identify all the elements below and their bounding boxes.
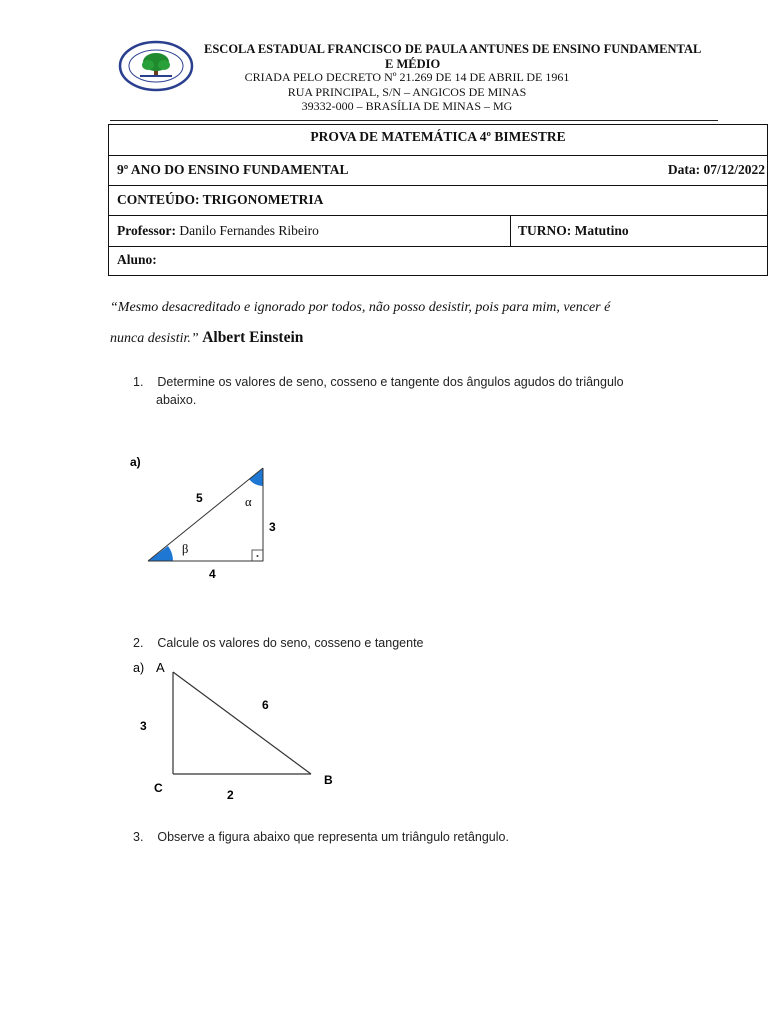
question-1-text-continued: abaixo.	[156, 393, 197, 407]
school-name-continued: E MÉDIO	[385, 57, 441, 71]
vertex-c-label: C	[154, 781, 163, 795]
quote-author: Albert Einstein	[202, 329, 304, 346]
shift-text: TURNO: Matutino	[518, 223, 629, 238]
exam-date: Data: 07/12/2022	[667, 162, 765, 177]
side-ac-label: 3	[140, 719, 147, 733]
quote-text-end: nunca desistir.”	[110, 331, 199, 346]
side-cb-label: 2	[227, 788, 234, 802]
city-line: 39332-000 – BRASÍLIA DE MINAS – MG	[301, 99, 513, 113]
teacher-name: Danilo Fernandes Ribeiro	[175, 223, 319, 238]
exam-title: PROVA DE MATEMÁTICA 4º BIMESTRE	[310, 129, 566, 144]
hypotenuse-label: 5	[196, 491, 203, 505]
figure-2-item-label: a)	[133, 661, 145, 675]
question-2-number: 2.	[133, 636, 144, 650]
question-1-number: 1.	[133, 375, 144, 389]
question-3-number: 3.	[133, 830, 144, 844]
beta-label: β	[182, 542, 189, 556]
teacher-label: Professor:	[117, 223, 176, 238]
grade-text: 9º ANO DO ENSINO FUNDAMENTAL	[117, 162, 349, 177]
question-3-text: Observe a figura abaixo que representa um triângulo retângulo.	[157, 830, 509, 844]
question-2-text: Calcule os valores do seno, cosseno e tangente	[157, 636, 424, 650]
quote-line-1: “Mesmo desacreditado e ignorado por todos, não posso desistir, pois para mim, vencer é	[110, 300, 611, 315]
street-line: RUA PRINCIPAL, S/N – ANGICOS DE MINAS	[287, 85, 527, 99]
vertical-side-label: 3	[269, 520, 276, 534]
side-ab-label: 6	[262, 698, 269, 712]
figure-1-item-label: a)	[130, 455, 141, 469]
side-ab	[173, 672, 311, 774]
vertex-b-label: B	[324, 773, 333, 787]
vertex-a-label: A	[156, 660, 165, 675]
decree-line: CRIADA PELO DECRETO Nº 21.269 DE 14 DE ABRIL DE 1961	[244, 70, 570, 84]
question-3	[133, 830, 509, 844]
content-text: CONTEÚDO: TRIGONOMETRIA	[117, 192, 324, 207]
horizontal-side-label: 4	[209, 567, 216, 581]
question-1-text: Determine os valores de seno, cosseno e tangente dos ângulos agudos do triângulo	[157, 375, 624, 389]
alpha-label: α	[245, 495, 252, 509]
student-label: Aluno:	[117, 252, 157, 267]
school-name: ESCOLA ESTADUAL FRANCISCO DE PAULA ANTUNES DE ENSINO FUNDAMENTAL	[204, 42, 702, 56]
